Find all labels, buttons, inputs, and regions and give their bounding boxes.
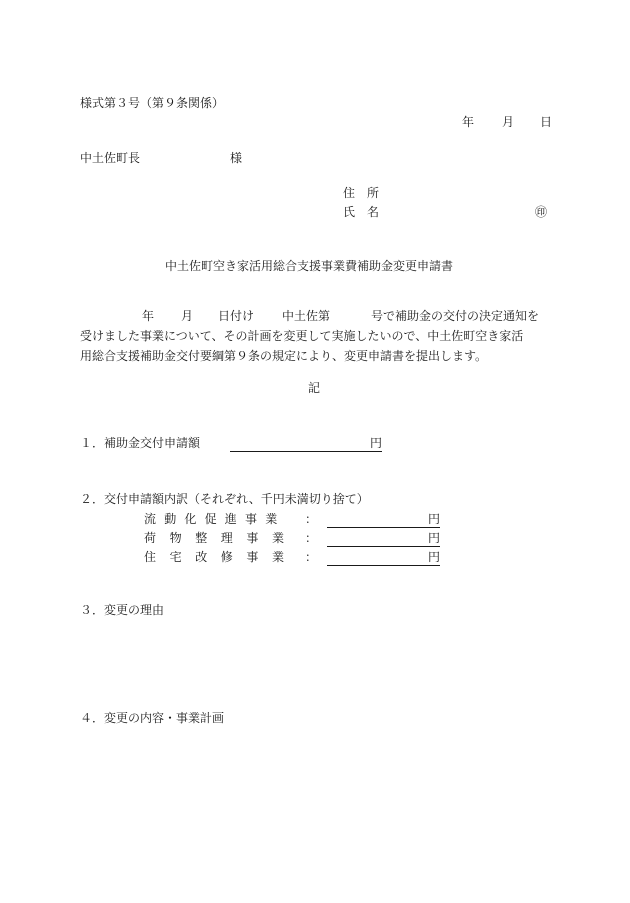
breakdown-colon: ： xyxy=(305,550,318,564)
breakdown-amount-field[interactable] xyxy=(327,550,440,566)
body-rest: 号で補助金の交付の決定通知を xyxy=(371,309,540,323)
name-label: 氏 名 xyxy=(343,205,380,219)
document-title: 中土佐町空き家活用総合支援事業費補助金変更申請書 xyxy=(165,259,454,273)
breakdown-category: 流動化促進事業 xyxy=(144,512,286,526)
body-month: 月 xyxy=(181,309,194,323)
section-2-label: ２．交付申請額内訳（それぞれ、千円未満切り捨て） xyxy=(80,492,369,506)
section-3-label: ３．変更の理由 xyxy=(80,603,165,617)
breakdown-unit: 円 xyxy=(428,531,441,545)
applicant-block xyxy=(343,186,553,222)
date-year-label: 年 xyxy=(462,115,475,129)
body-year: 年 xyxy=(142,309,155,323)
breakdown-row-1 xyxy=(144,512,444,530)
breakdown-category: 荷物整理事業 xyxy=(144,531,298,545)
body-ref: 中土佐第 xyxy=(282,309,331,323)
breakdown-row-3 xyxy=(144,550,444,568)
body-line-2: 受けました事業について、その計画を変更して実施したいので、中土佐町空き家活 xyxy=(80,329,524,343)
breakdown-colon: ： xyxy=(305,531,318,545)
seal-mark: ㊞ xyxy=(535,205,548,219)
address-label: 住 所 xyxy=(343,186,380,200)
date-day-label: 日 xyxy=(540,115,553,129)
date-month-label: 月 xyxy=(502,115,515,129)
body-line-1 xyxy=(80,306,550,326)
body-paragraph xyxy=(80,306,550,366)
section-1-unit: 円 xyxy=(370,436,383,450)
breakdown-amount-field[interactable] xyxy=(327,531,440,547)
form-number: 様式第３号（第９条関係） xyxy=(80,96,225,110)
breakdown-colon: ： xyxy=(305,512,318,526)
ki-mark: 記 xyxy=(308,381,321,395)
date-row xyxy=(462,115,552,130)
breakdown-unit: 円 xyxy=(428,550,441,564)
section-1-label: １．補助金交付申請額 xyxy=(80,436,201,450)
addressee-name: 中土佐町長 xyxy=(80,151,141,165)
breakdown-row-2 xyxy=(144,531,444,549)
body-line-3: 用総合支援補助金交付要綱第９条の規定により、変更申請書を提出します。 xyxy=(80,349,488,363)
section-1-amount-field[interactable] xyxy=(230,436,382,452)
body-dated: 日付け xyxy=(218,309,255,323)
breakdown-category: 住宅改修事業 xyxy=(144,550,298,564)
addressee-honorific: 様 xyxy=(230,151,243,165)
breakdown-unit: 円 xyxy=(428,512,441,526)
breakdown-amount-field[interactable] xyxy=(327,512,440,528)
section-4-label: ４．変更の内容・事業計画 xyxy=(80,711,225,725)
